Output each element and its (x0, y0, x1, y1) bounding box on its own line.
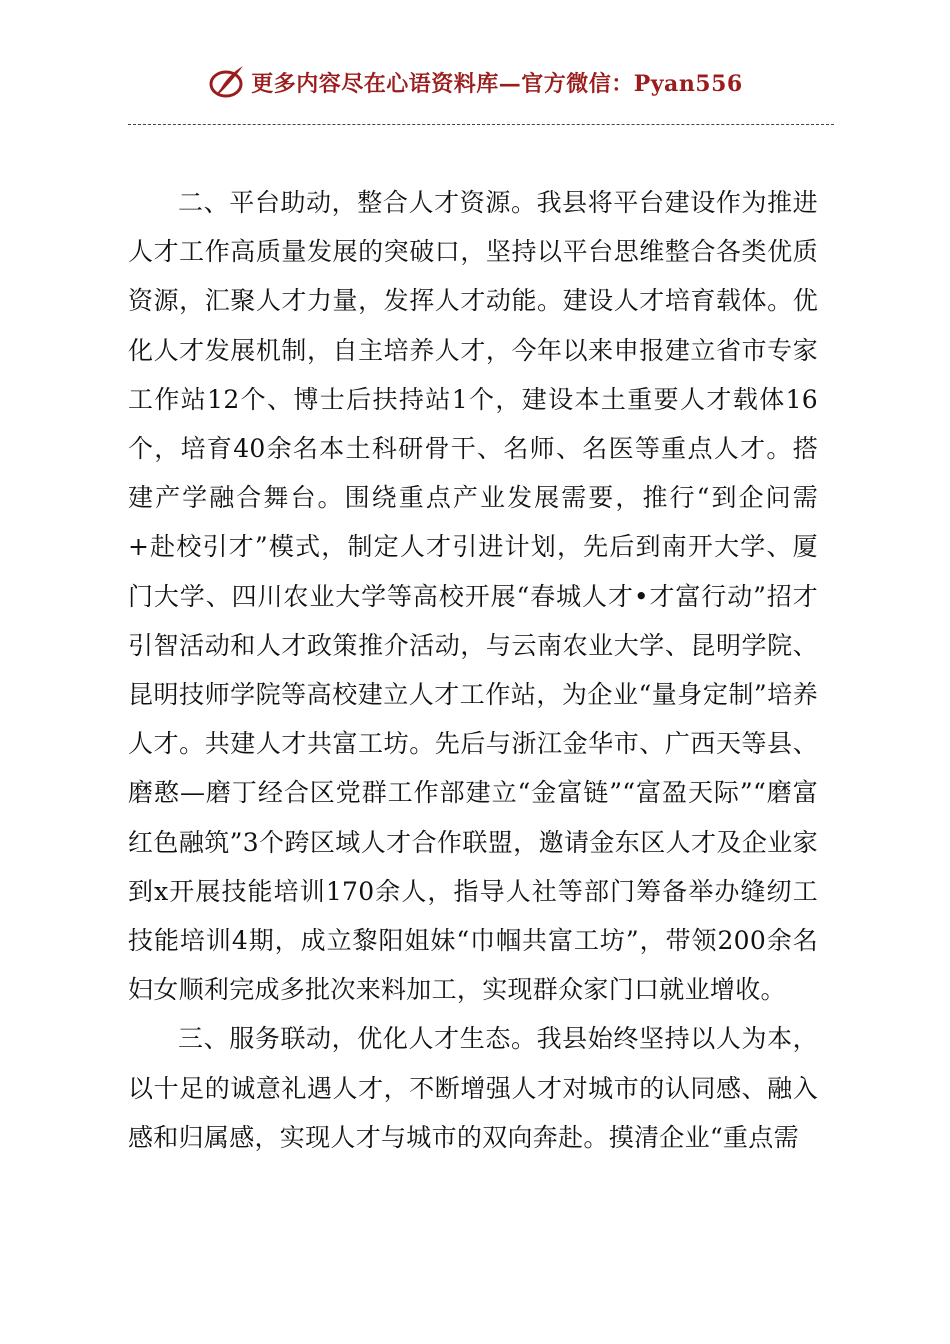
quill-circle-logo-icon (207, 62, 247, 102)
document-body (128, 178, 818, 1162)
header-title: 更多内容尽在心语资料库—官方微信：Pyan556 (251, 70, 743, 97)
paragraph-platform: 二、平台助动，整合人才资源。我县将平台建设作为推进人才工作高质量发展的突破口，坚持以平台思维整合各类优质资源，汇聚人才力量，发挥人才动能。建设人才培育载体。优化人才发展机制，自主培养人才，今年以来申报建立省市专家工作站12个、博士后扶持站1个，建设本土重要人才载体16个，培育40余名本土科研骨干、名师、名医等重点人才。搭建产学融合舞台。围绕重点产业发展需要，推行“到企问需+赴校引才”模式，制定人才引进计划，先后到南开大学、厦门大学、四川农业大学等高校开展“春城人才•才富行动”招才引智活动和人才政策推介活动，与云南农业大学、昆明学院、昆明技师学院等高校建立人才工作站，为企业“量身定制”培养人才。共建人才共富工坊。先后与浙江金华市、广西天等县、磨憨—磨丁经合区党群工作部建立“金富链”“富盈天际”“磨富红色融筑”3个跨区域人才合作联盟，邀请金东区人才及企业家到x开展技能培训170余人，指导人社等部门筹备举办缝纫工技能培训4期，成立黎阳姐妹“巾帼共富工坊”，带领200余名妇女顺利完成多批次来料加工，实现群众家门口就业增收。 (128, 188, 818, 1005)
paragraph-service: 三、服务联动，优化人才生态。我县始终坚持以人为本，以十足的诚意礼遇人才，不断增强人才对城市的认同感、融入感和归属感，实现人才与城市的双向奔赴。摸清企业“重点需 (128, 1024, 818, 1152)
page-header (0, 58, 950, 106)
header-divider (128, 124, 834, 125)
header-banner (207, 62, 743, 102)
